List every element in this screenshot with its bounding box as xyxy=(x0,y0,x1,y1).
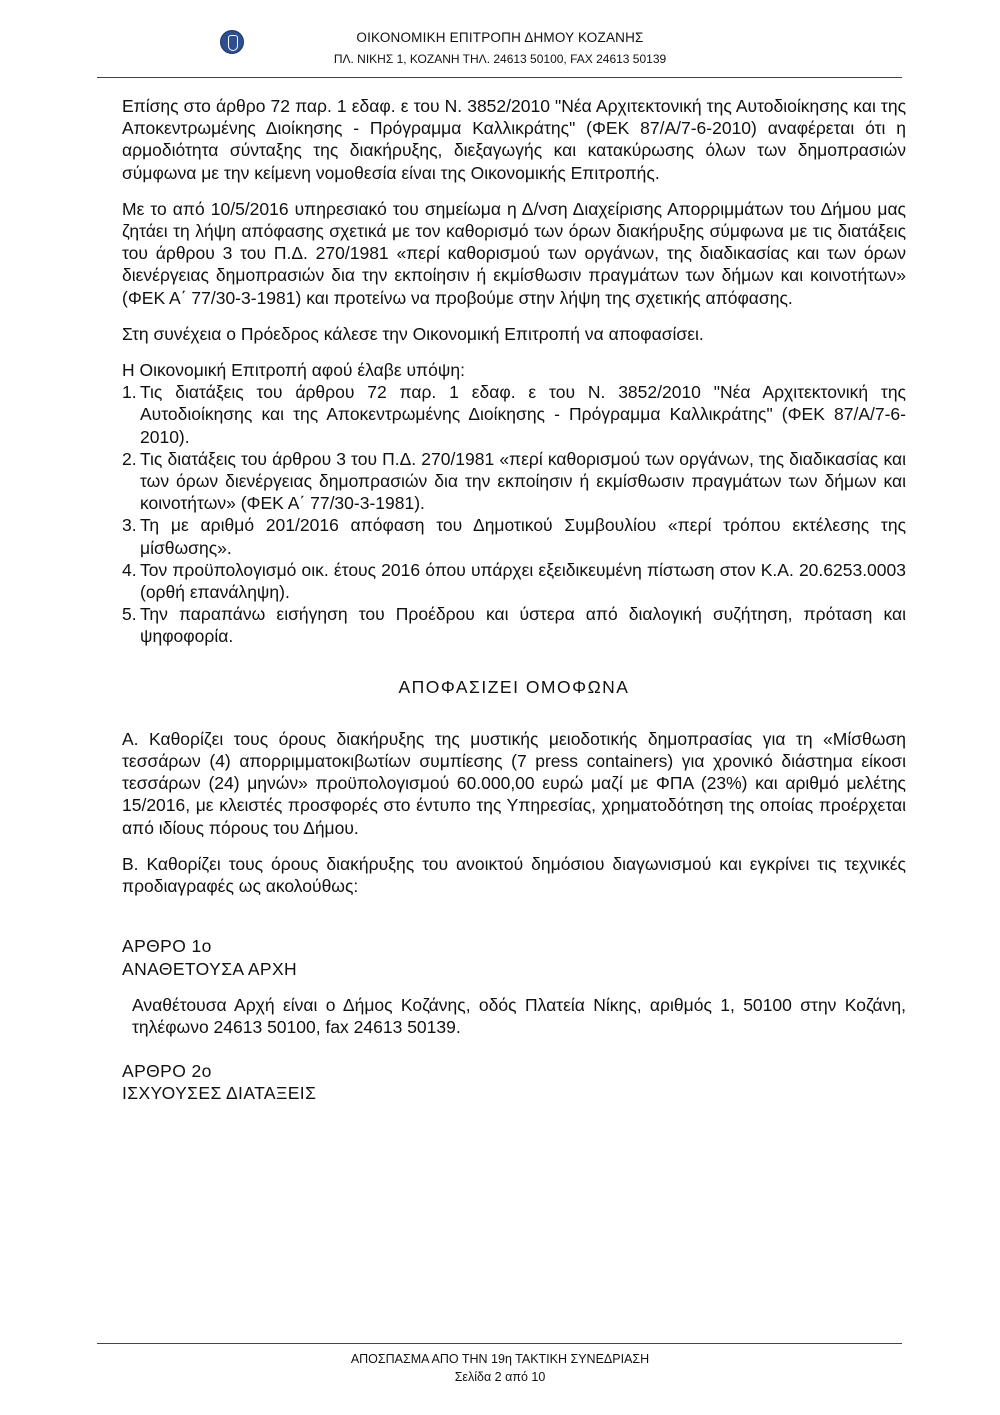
footer-session: ΑΠΟΣΠΑΣΜΑ ΑΠΟ ΤΗΝ 19η ΤΑΚΤΙΚΗ ΣΥΝΕΔΡΙΑΣΗ xyxy=(350,1352,650,1366)
paragraph-memo: Με το από 10/5/2016 υπηρεσιακό του σημείωμα η Δ/νση Διαχείρισης Απορριμμάτων του Δήμου μας ζητάει τη λήψη απόφασης σχετικά με τον καθορισμό των όρων διακήρυξης σύμφωνα με τις διατάξεις του άρθρου 3 του Π.Δ. 270/1981 «περί καθορισμού των οργάνων, της διαδικασίας και των όρων διενέργειας δημοπρασιών δια την εκποίησιν ή εκμίσθωσιν πραγμάτων των δήμων και κοινοτήτων» (ΦΕΚ Α΄ 77/30-3-1981) και προτείνω να προβούμε στην λήψη της σχετικής απόφασης. xyxy=(122,198,906,308)
header-contact: ΠΛ. ΝΙΚΗΣ 1, ΚΟΖΑΝΗ ΤΗΛ. 24613 50100, FAX 24613 50139 xyxy=(333,52,667,66)
article-subtitle: ΑΝΑΘΕΤΟΥΣΑ ΑΡΧΗ xyxy=(122,958,298,979)
header-divider xyxy=(97,77,902,78)
list-item: 4. Τον προϋπολογισμό οικ. έτους 2016 όπου υπάρχει εξειδικευμένη πίστωση στον Κ.Α. 20.6253.0003 (ορθή επανάληψη). xyxy=(122,559,906,603)
decision-title: ΑΠΟΦΑΣΙΖΕΙ ΟΜΟΦΩΝΑ xyxy=(398,676,630,697)
list-item: 3. Τη με αριθμό 201/2016 απόφαση του Δημοτικού Συμβουλίου «περί τρόπου εκτέλεσης της μίσθωσης». xyxy=(122,515,906,558)
paragraph-legal-basis: Επίσης στο άρθρο 72 παρ. 1 εδαφ. ε του Ν. 3852/2010 "Νέα Αρχιτεκτονική της Αυτοδιοίκησης και της Αποκεντρωμένης Διοίκησης - Πρόγραμμα Καλλικράτης" (ΦΕΚ 87/Α/7-6-2010) αναφέρεται ότι η αρμοδιότητα σύνταξης της διακήρυξης, διεξαγωγής και κατακύρωσης όλων των δημοπρασιών σύμφωνα με την κείμενη νομοθεσία είναι της Οικονομικής Επιτροπής. xyxy=(122,96,906,183)
list-item: 5. Την παραπάνω εισήγηση του Προέδρου και ύστερα από διαλογική συζήτηση, πρόταση και ψηφοφορία. xyxy=(122,604,906,647)
article-subtitle: ΙΣΧΥΟΥΣΕΣ ΔΙΑΤΑΞΕΙΣ xyxy=(122,1083,317,1104)
article-1 xyxy=(122,935,906,1038)
considerations-list xyxy=(122,381,906,647)
article-title: ΑΡΘΡΟ 2ο xyxy=(122,1061,212,1082)
footer-divider xyxy=(97,1343,902,1344)
article-text: Αναθέτουσα Αρχή είναι ο Δήμος Κοζάνης, οδός Πλατεία Νίκης, αριθμός 1, 50100 στην Κοζάνη, τηλέφωνο 24613 50100, fax 24613 50139. xyxy=(132,994,906,1037)
paragraph-chair: Στη συνέχεια ο Πρόεδρος κάλεσε την Οικονομική Επιτροπή να αποφασίσει. xyxy=(122,323,704,344)
list-item: 1. Τις διατάξεις του άρθρου 72 παρ. 1 εδαφ. ε του Ν. 3852/2010 "Νέα Αρχιτεκτονική της Αυτοδιοίκησης και της Αποκεντρωμένης Διοίκησης - Πρόγραμμα Καλλικράτης" (ΦΕΚ 87/Α/7-6-2010). xyxy=(122,382,906,447)
page-header xyxy=(0,28,1000,70)
article-2 xyxy=(122,1060,906,1104)
list-item: 2. Τις διατάξεις του άρθρου 3 του Π.Δ. 270/1981 «περί καθορισμού των οργάνων, της διαδικασίας και των όρων διενέργειας δημοπρασιών δια την εκποίησιν ή εκμίσθωσιν πραγμάτων των δήμων και κοινοτήτων» (ΦΕΚ Α΄ 77/30-3-1981). xyxy=(122,448,906,514)
paragraph-considering: Η Οικονομική Επιτροπή αφού έλαβε υπόψη: xyxy=(122,360,465,381)
article-title: ΑΡΘΡΟ 1ο xyxy=(122,936,212,957)
document-body xyxy=(122,95,906,1105)
decision-b: Β. Καθορίζει τους όρους διακήρυξης του ανοικτού δημόσιου διαγωνισμού και εγκρίνει τις τεχνικές προδιαγραφές ως ακολούθως: xyxy=(122,853,906,897)
page-footer xyxy=(0,1350,1000,1386)
decision-a: Α. Καθορίζει τους όρους διακήρυξης της μυστικής μειοδοτικής δημοπρασίας για τη «Μίσθωση τεσσάρων (4) απορριμματοκιβωτίων συμπίεσης (7 press containers) για χρονικό διάστημα είκοσι τεσσάρων (24) μηνών» προϋπολογισμού 60.000,00 ευρώ μαζί με ΦΠΑ (23%) και αριθμό μελέτης 15/2016, με κλειστές προσφορές στο έντυπο της Υπηρεσίας, χρηματοδότηση της οποίας προέρχεται από ιδίους πόρους του Δήμου. xyxy=(122,728,906,838)
page-number: Σελίδα 2 από 10 xyxy=(454,1370,546,1384)
header-title: ΟΙΚΟΝΟΜΙΚΗ ΕΠΙΤΡΟΠΗ ΔΗΜΟΥ ΚΟΖΑΝΗΣ xyxy=(356,30,644,45)
